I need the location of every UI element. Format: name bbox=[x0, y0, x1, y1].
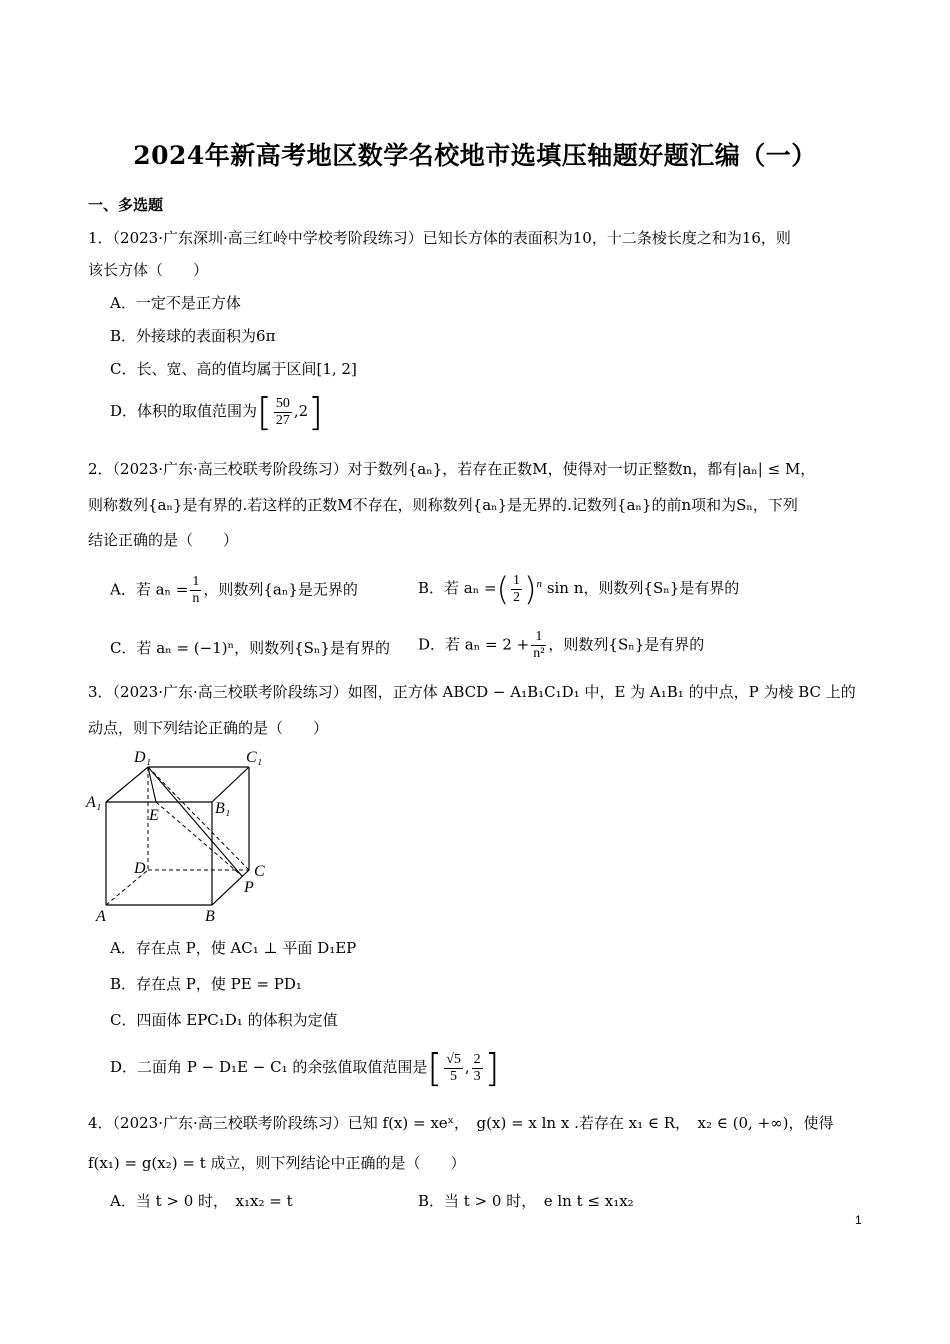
q4-stem-line2: f(x₁) = g(x₂) = t 成立，则下列结论中正确的是（ ） bbox=[88, 1154, 466, 1172]
label-c1: C₁ bbox=[246, 749, 263, 766]
q2-stem-line2: 则称数列{aₙ}是有界的.若这样的正数M不存在，则称数列{aₙ}是无界的.记数列{aₙ}的前n项和为Sₙ，下列 bbox=[88, 496, 798, 514]
label-e: E bbox=[149, 807, 159, 824]
q2-option-d-prefix: D．若 aₙ = 2 + bbox=[418, 635, 530, 654]
q1-option-d-denominator: 27 bbox=[275, 412, 290, 428]
q2-option-d-tail: ，则数列{Sₙ}是有界的 bbox=[548, 635, 705, 654]
q2-option-b-denominator: 2 bbox=[513, 589, 521, 605]
line-d1c-dashed bbox=[148, 767, 249, 870]
q4-option-b: B．当 t > 0 时， e ln t ≤ x₁x₂ bbox=[418, 1192, 634, 1210]
q1-stem-line2: 该长方体（ ） bbox=[88, 261, 209, 279]
q2-option-b-numerator: 1 bbox=[513, 572, 521, 588]
q2-option-b-prefix: B．若 aₙ = bbox=[418, 579, 497, 597]
q1-option-d: D．体积的取值范围为[ $\frac{50}{27}$ ,2] bbox=[110, 390, 323, 434]
q3-option-d: D．二面角 P − D₁E − C₁ 的余弦值取值范围是[ $\frac{√5}{5}$ , $\frac{2}{3}$ ] bbox=[110, 1046, 500, 1090]
line-d1p bbox=[148, 767, 242, 876]
section-heading: 一、多选题 bbox=[88, 196, 164, 214]
q3-option-d-numerator1: √5 bbox=[446, 1051, 461, 1067]
q2-option-a-tail: ，则数列{aₙ}是无界的 bbox=[203, 580, 358, 599]
label-d1: D₁ bbox=[134, 749, 152, 766]
q2-option-a-denominator: n bbox=[192, 591, 200, 606]
q2-option-b-fraction bbox=[511, 573, 522, 606]
q2-stem-line3: 结论正确的是（ ） bbox=[88, 531, 239, 549]
q2-option-a-numerator: 1 bbox=[192, 574, 200, 589]
q2-option-b: B．若 aₙ =( $\frac{1}{2}$ )$^n$ sin n，则数列{Sₙ}是有界的 bbox=[418, 570, 740, 608]
q3-option-d-prefix: D．二面角 P − D₁E − C₁ 的余弦值取值范围是 bbox=[110, 1058, 428, 1076]
q1-option-d-numerator: 50 bbox=[275, 395, 290, 411]
q2-option-d-fraction bbox=[531, 629, 546, 662]
label-b1: B₁ bbox=[215, 800, 231, 817]
q1-option-b: B．外接球的表面积为6π bbox=[110, 327, 276, 345]
q3-option-d-fraction1 bbox=[444, 1052, 463, 1085]
q2-option-d-denominator: n² bbox=[533, 646, 545, 661]
q3-option-a: A．存在点 P，使 AC₁ ⊥ 平面 D₁EP bbox=[110, 939, 357, 957]
q1-stem-line1: 1．（2023·广东深圳·高三红岭中学校考阶段练习）已知长方体的表面积为10，十二条棱长度之和为16，则 bbox=[88, 229, 791, 247]
q1-option-d-tail: ,2 bbox=[293, 402, 309, 420]
q2-option-d-numerator: 1 bbox=[531, 629, 546, 646]
q3-option-b: B．存在点 P，使 PE = PD₁ bbox=[110, 975, 302, 993]
q2-option-b-tail: sin n，则数列{Sₙ}是有界的 bbox=[546, 579, 740, 597]
q2-stem-line1: 2．（2023·广东·高三校联考阶段练习）对于数列{aₙ}，若存在正数M，使得对一切正整数n，都有|aₙ| ≤ M， bbox=[88, 460, 816, 478]
q4-stem-line1: 4．（2023·广东·高三校联考阶段练习）已知 f(x) = xeˣ， g(x) = x ln x .若存在 x₁ ∈ R， x₂ ∈ (0, +∞)，使得 bbox=[88, 1114, 834, 1132]
q3-option-d-denominator2: 3 bbox=[473, 1068, 481, 1084]
q3-option-d-numerator2: 2 bbox=[473, 1051, 481, 1067]
q1-option-c: C．长、宽、高的值均属于区间[1, 2] bbox=[110, 360, 357, 378]
q1-option-d-fraction bbox=[274, 396, 292, 429]
label-d: D bbox=[134, 860, 146, 877]
q2-option-a bbox=[110, 574, 358, 607]
q3-option-c: C．四面体 EPC₁D₁ 的体积为定值 bbox=[110, 1011, 338, 1029]
q1-option-a: A．一定不是正方体 bbox=[110, 294, 241, 312]
q3-option-d-fraction2 bbox=[472, 1052, 483, 1085]
q1-option-d-prefix: D．体积的取值范围为 bbox=[110, 402, 258, 420]
q4-option-a: A．当 t > 0 时， x₁x₂ = t bbox=[110, 1192, 293, 1210]
q2-option-a-prefix: A．若 aₙ = bbox=[110, 580, 189, 599]
q2-option-a-fraction bbox=[190, 574, 201, 607]
label-p: P bbox=[244, 879, 254, 896]
q3-stem-line2: 动点，则下列结论正确的是（ ） bbox=[88, 719, 329, 737]
cube-figure bbox=[84, 745, 284, 930]
edge-a1d1 bbox=[106, 767, 148, 802]
q2-option-c: C．若 aₙ = (−1)ⁿ，则数列{Sₙ}是有界的 bbox=[110, 639, 390, 657]
page-title: 2024年新高考地区数学名校地市选填压轴题好题汇编（一） bbox=[133, 141, 817, 170]
label-c: C bbox=[254, 863, 265, 880]
page-number: 1 bbox=[855, 1213, 862, 1227]
label-a1: A₁ bbox=[86, 794, 102, 811]
q3-stem-line1: 3．（2023·广东·高三校联考阶段练习）如图，正方体 ABCD − A₁B₁C₁D₁ 中，E 为 A₁B₁ 的中点，P 为棱 BC 上的 bbox=[88, 683, 856, 701]
label-b: B bbox=[205, 908, 215, 925]
q2-option-d bbox=[418, 629, 704, 662]
label-a: A bbox=[96, 908, 106, 925]
edge-b1c1 bbox=[212, 767, 249, 802]
q3-option-d-denominator1: 5 bbox=[450, 1068, 458, 1084]
